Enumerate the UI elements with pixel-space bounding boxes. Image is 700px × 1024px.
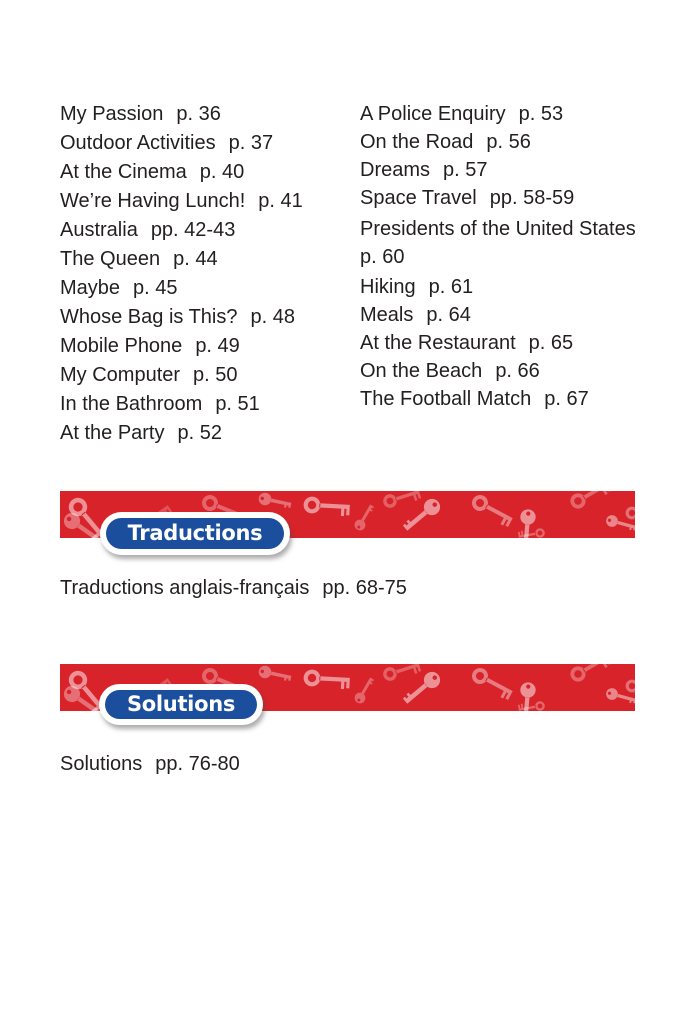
toc-entry — [60, 419, 352, 448]
toc-entry-title: My Computer — [60, 364, 181, 386]
traductions-tab-button[interactable] — [100, 512, 290, 555]
toc-entry-pages: p. 48 — [250, 306, 295, 328]
toc-entry-title: My Passion — [60, 103, 164, 125]
traductions-tab-label: Traductions — [127, 521, 263, 545]
traductions-tab-inner — [106, 518, 284, 549]
toc-entry-title: Outdoor Activities — [60, 132, 216, 154]
toc-entry-title: Presidents of the United States — [360, 218, 636, 240]
toc-entry — [360, 357, 688, 385]
toc-entry-pages: p. 57 — [443, 159, 488, 181]
toc-entry-pages: p. 67 — [544, 388, 589, 410]
section-entry-title: Solutions — [60, 753, 143, 775]
toc-entry — [360, 128, 688, 156]
toc-entry — [60, 332, 352, 361]
toc-entry — [360, 156, 688, 184]
toc-entry-pages: p. 40 — [199, 161, 245, 183]
toc-entry-pages: p. 37 — [228, 132, 274, 154]
toc-entry-title: Mobile Phone — [60, 335, 183, 357]
toc-entry-title: The Football Match — [360, 388, 532, 410]
toc-entry-title: Meals — [360, 304, 414, 326]
solutions-tab-inner — [105, 690, 257, 719]
toc-entry-title: At the Party — [60, 422, 165, 444]
toc-entry — [360, 212, 688, 273]
toc-entry — [60, 216, 352, 245]
toc-entry-title: On the Road — [360, 131, 474, 153]
toc-entry-title: The Queen — [60, 248, 161, 270]
toc-entry — [60, 129, 352, 158]
toc-entry-pages: p. 51 — [215, 393, 260, 415]
toc-entry — [360, 184, 688, 212]
solutions-entry — [60, 751, 240, 777]
toc-entry — [60, 187, 352, 216]
toc-entry — [60, 390, 352, 419]
toc-entry — [360, 329, 688, 357]
toc-entry-pages: p. 52 — [177, 422, 222, 444]
toc-entry — [60, 100, 352, 129]
toc-entry-pages: pp. 42-43 — [150, 219, 236, 241]
toc-entry-pages: p. 49 — [195, 335, 240, 357]
section-entry-pages: pp. 68-75 — [322, 577, 407, 599]
toc-entry-pages: p. 65 — [528, 332, 574, 354]
toc-entry-title: Australia — [60, 219, 138, 241]
toc-entry-pages: p. 45 — [133, 277, 178, 299]
toc-entry-pages: p. 56 — [486, 131, 531, 153]
toc-entry-pages: p. 53 — [518, 103, 564, 125]
toc-entry-pages: pp. 58-59 — [489, 187, 575, 209]
solutions-tab-label: Solutions — [126, 692, 236, 716]
toc-entry-pages: p. 50 — [193, 364, 238, 386]
toc-entry-title: A Police Enquiry — [360, 103, 506, 125]
toc-column-left — [60, 100, 352, 448]
toc-entry-pages: p. 66 — [495, 360, 540, 382]
toc-entry-pages: p. 61 — [428, 276, 474, 298]
traductions-entry — [60, 575, 407, 601]
toc-entry — [360, 273, 688, 301]
toc-entry-pages: p. 36 — [176, 103, 221, 125]
toc-entry-pages: p. 60 — [360, 246, 405, 268]
toc-entry — [60, 361, 352, 390]
toc-entry — [360, 385, 688, 413]
toc-entry-title: Whose Bag is This? — [60, 306, 238, 328]
toc-entry-pages: p. 41 — [258, 190, 303, 212]
toc-entry — [360, 301, 688, 329]
toc-column-right — [360, 100, 688, 413]
toc-entry-title: We’re Having Lunch! — [60, 190, 246, 212]
toc-entry-title: At the Cinema — [60, 161, 187, 183]
toc-entry — [360, 100, 688, 128]
toc-entry — [60, 245, 352, 274]
toc-entry — [60, 158, 352, 187]
section-entry-pages: pp. 76-80 — [155, 753, 240, 775]
toc-entry-title: Space Travel — [360, 187, 477, 209]
toc-entry-pages: p. 64 — [426, 304, 471, 326]
toc-entry-pages: p. 44 — [173, 248, 218, 270]
toc-entry-title: Dreams — [360, 159, 431, 181]
toc-entry-title: Maybe — [60, 277, 121, 299]
toc-entry — [60, 303, 352, 332]
toc-entry-title: In the Bathroom — [60, 393, 203, 415]
toc-entry-title: At the Restaurant — [360, 332, 516, 354]
toc-entry-title: Hiking — [360, 276, 416, 298]
section-entry-title: Traductions anglais-français — [60, 577, 310, 599]
solutions-tab-button[interactable] — [99, 684, 263, 725]
toc-entry-title: On the Beach — [360, 360, 483, 382]
toc-entry — [60, 274, 352, 303]
